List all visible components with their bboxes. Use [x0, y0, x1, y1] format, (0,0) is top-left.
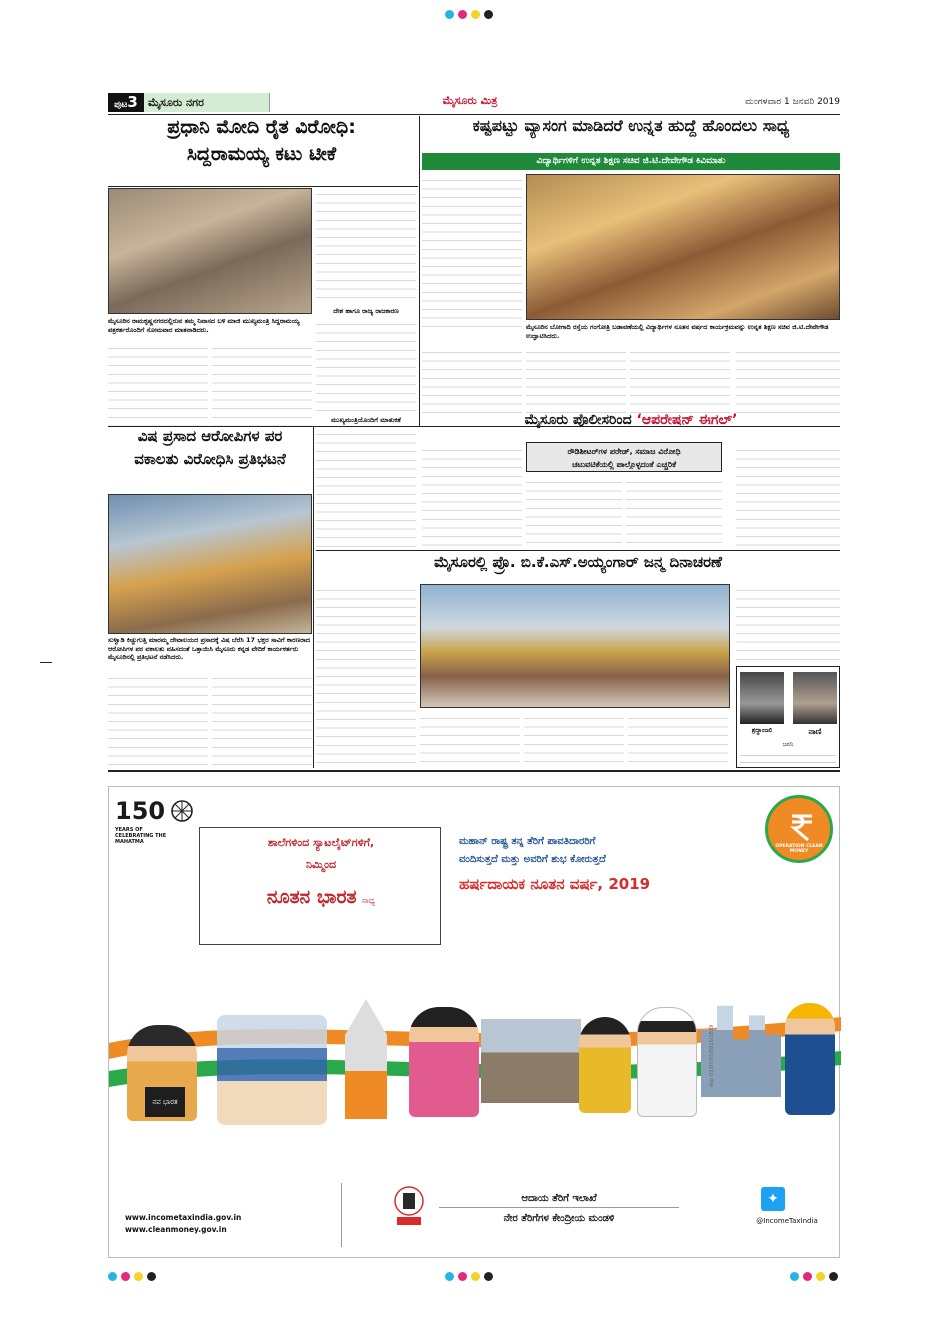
classified-text	[740, 751, 836, 765]
story2-strap: ವಿದ್ಯಾರ್ಥಿಗಳಿಗೆ ಉನ್ನತ ಶಿಕ್ಷಣ ಸಚಿವ ಜಿ.ಟಿ.ದೇವೇಗೌಡ ಕಿವಿಮಾತು	[422, 153, 840, 170]
story1-headline-line1: ಪ್ರಧಾನಿ ಮೋದಿ ರೈತ ವಿರೋಧಿ:	[167, 116, 356, 138]
twitter-handle: @IncomeTaxIndia	[756, 1217, 818, 1225]
story2-text-col4	[630, 346, 730, 414]
ad-left-line3	[200, 886, 442, 908]
dept-name-line2: ನೇರ ತೆರಿಗೆಗಳ ಕೇಂದ್ರೀಯ ಮಂಡಳಿ	[503, 1213, 615, 1224]
classified-photo-left	[740, 672, 784, 724]
ad-left-big: ನೂತನ ಭಾರತ	[266, 886, 357, 908]
school-kids	[217, 1015, 327, 1125]
story5-headline: ಮೈಸೂರಲ್ಲಿ ಪ್ರೊ. ಬಿ.ಕೆ.ಎಸ್.ಅಯ್ಯಂಗಾರ್ ಜನ್ಮ ದಿನಾಚರಣೆ	[434, 554, 722, 571]
registration-mark-magenta	[458, 10, 467, 19]
story4-text-col1	[422, 444, 522, 548]
row-rule-2	[316, 550, 840, 551]
story2-caption: ಮೈಸೂರಿನ ಬೋಗಾದಿ ರಸ್ತೆಯ ಗಂಗೋತ್ರಿ ಬಡಾವಣೆಯಲ್ಲಿ ವಿದ್ಯಾರ್ಥಿಗಳ ನೂತನ ವರ್ಷದ ಕಾರ್ಯಕ್ರಮವನ್ನು ಉನ್ನತ ಶಿಕ್ಷಣ ಸಚಿವ ಜಿ.ಟಿ.ದೇವೇಗೌಡ ಉದ್ಘಾಟಿಸಿದರು.	[526, 323, 829, 340]
story2-text-col2	[422, 346, 522, 414]
clean-money-badge	[765, 795, 833, 863]
emblem-icon	[391, 1185, 427, 1229]
section-title: ಮೈಸೂರು ನಗರ	[144, 93, 270, 112]
story5-text-col3	[524, 712, 624, 768]
registration-mark-magenta-bottom3	[803, 1272, 812, 1281]
story5-photo	[420, 584, 730, 708]
registration-mark-black-bottom3	[829, 1272, 838, 1281]
slate: ನವ ಭಾರತ	[145, 1087, 185, 1117]
story1-photo	[108, 188, 312, 314]
story3-text-col2	[212, 672, 312, 768]
column-rule-2	[313, 426, 314, 768]
story2-text-col1	[422, 174, 522, 334]
classified-tag: ಶ್ರದ್ಧಾಂಜಲಿ	[751, 727, 773, 734]
registration-mark-cyan-bottom	[108, 1272, 117, 1281]
crop-mark	[40, 662, 52, 663]
story4-text-col2	[526, 476, 622, 548]
story1-subhead2: ಮುಖ್ಯಮಂತ್ರಿಯೊಂದಿಗೆ ಮಾತುಕತೆ	[331, 416, 401, 424]
story4-text-col3	[626, 476, 722, 548]
story5-text-col1	[316, 584, 416, 768]
row-rule-3	[108, 770, 840, 772]
column-rule-1	[419, 116, 420, 426]
registration-mark-black-bottom2	[484, 1272, 493, 1281]
story4-headline-prefix: ಮೈಸೂರು ಪೊಲೀಸರಿಂದ	[524, 412, 632, 428]
ad-right-line1: ಮಹಾನ್ ರಾಷ್ಟ್ರ ತನ್ನ ತೆರಿಗೆ ಪಾವತಿದಾರರಿಗೆ	[459, 836, 596, 847]
story2-text-col3	[526, 346, 626, 414]
story3-headline	[108, 428, 312, 490]
story4-text-col4	[736, 444, 840, 548]
gandhi-150-logo	[115, 797, 195, 853]
story1-headline	[108, 117, 415, 185]
story4-headline-quote: ‘ಆಪರೇಷನ್ ಈಗಲ್’	[636, 412, 738, 428]
page-number-badge	[108, 93, 144, 112]
masthead-rule	[108, 114, 840, 115]
story1-text-col3b	[316, 318, 416, 414]
issue-date: ಮಂಗಳವಾರ 1 ಜನವರಿ 2019	[745, 97, 840, 107]
registration-mark-yellow-bottom	[134, 1272, 143, 1281]
ad-left-line1: ಶಾಲೆಗಳಿಂದ ಸ್ಯಾಟಲೈಟ್‌ಗಳಿಗೆ,	[267, 836, 375, 849]
twitter-icon: ✦	[761, 1187, 785, 1211]
ad-code: dvp 02/07/05/0026/1819	[709, 1024, 715, 1087]
story3-photo	[108, 494, 312, 634]
story1-text-col2	[212, 342, 312, 426]
charkha-icon	[170, 799, 194, 823]
rupee-icon	[788, 812, 816, 842]
registration-mark-yellow-bottom3	[816, 1272, 825, 1281]
registration-mark-magenta-bottom2	[458, 1272, 467, 1281]
classified-box	[736, 666, 840, 768]
ad-right-line3: ಹರ್ಷದಾಯಕ ನೂತನ ವರ್ಷ, 2019	[459, 875, 651, 893]
story3-text-col1	[108, 672, 208, 768]
story2-text-col5	[736, 346, 840, 414]
ad-right-message	[459, 833, 759, 923]
registration-mark-black	[484, 10, 493, 19]
anniv-text: YEARS OF CELEBRATING THE MAHATMA	[115, 827, 167, 845]
registration-mark-cyan-bottom2	[445, 1272, 454, 1281]
website1: www.incometaxindia.gov.in	[125, 1213, 242, 1222]
classified-photo-right	[793, 672, 837, 724]
story3-headline-line1: ವಿಷ ಪ್ರಸಾದ ಆರೋಪಿಗಳ ಪರ	[137, 427, 283, 445]
nurse	[637, 1007, 697, 1117]
ad-left-line2: ನಿಮ್ಮಿಂದ	[305, 858, 337, 871]
classified-sub: ಜನನಿ	[782, 741, 794, 748]
story2-headline: ಕಷ್ಟಪಟ್ಟು ವ್ಯಾಸಂಗ ಮಾಡಿದರೆ ಉನ್ನತ ಹುದ್ದೆ ಹೊಂದಲು ಸಾಧ್ಯ	[472, 117, 790, 135]
classified-name: ನಾಣಿ	[808, 727, 822, 736]
story1-headline-line2: ಸಿದ್ದರಾಮಯ್ಯ ಕಟು ಟೀಕೆ	[186, 143, 337, 166]
story1-text-col1	[108, 342, 208, 426]
badge-text: OPERATION CLEAN MONEY	[775, 844, 823, 854]
ad-footer-divider	[341, 1183, 342, 1247]
story1-continued-col	[316, 428, 416, 550]
dept-name-line1: ಆದಾಯ ತೆರಿಗೆ ಇಲಾಖೆ	[439, 1193, 679, 1208]
registration-mark-cyan	[445, 10, 454, 19]
engineer	[785, 1003, 835, 1115]
woman-in-sari	[579, 1017, 631, 1113]
ad-right-line2: ವಂದಿಸುತ್ತದೆ ಮತ್ತು ಅವರಿಗೆ ಶುಭ ಕೋರುತ್ತದೆ	[459, 854, 606, 865]
train-station	[481, 1019, 581, 1103]
page-prefix: ಪುಟ	[114, 100, 128, 110]
ad-left-message	[199, 827, 441, 945]
story3-headline-line2: ವಕಾಲತು ವಿರೋಧಿಸಿ ಪ್ರತಿಭಟನೆ	[134, 449, 286, 468]
story2-photo	[526, 174, 840, 320]
story5-text-col4	[628, 712, 728, 768]
registration-mark-magenta-bottom	[121, 1272, 130, 1281]
story5-text-col2	[420, 712, 520, 768]
paper-name: ಮೈಸೂರು ಮಿತ್ರ	[442, 94, 498, 107]
story1-text-col3	[316, 188, 416, 306]
income-tax-ad	[108, 786, 840, 1258]
registration-mark-black-bottom	[147, 1272, 156, 1281]
registration-mark-yellow-bottom2	[471, 1272, 480, 1281]
story1-caption: ಮೈಸೂರಿನ ರಾಮಕೃಷ್ಣನಗರದಲ್ಲಿರುವ ತಮ್ಮ ನಿವಾಸದ ಬಳಿ ಮಾಜಿ ಮುಖ್ಯಮಂತ್ರಿ ಸಿದ್ದರಾಮಯ್ಯ ಪತ್ರಕರ್ತರೊಂದಿಗೆ ಸೋಮವಾರ ಮಾತನಾಡಿದರು.	[108, 317, 300, 334]
ad-left-small: ಸಾಧ್ಯ	[361, 896, 376, 905]
story4-boxed-subhead	[526, 442, 722, 472]
page-number: 3	[127, 93, 138, 111]
mother-child	[409, 1007, 479, 1117]
registration-mark-cyan-bottom3	[790, 1272, 799, 1281]
registration-mark-yellow	[471, 10, 480, 19]
website2: www.cleanmoney.gov.in	[125, 1225, 227, 1234]
anniv-number: 150	[115, 797, 166, 825]
story4-subhead-line2: ಚಟುವಟಿಕೆಯಲ್ಲಿ ಪಾಲ್ಗೊಳ್ಳದಂತೆ ಎಚ್ಚರಿಕೆ	[571, 460, 677, 469]
story5-text-col5	[736, 584, 840, 662]
story1-subhead1: ದೇಶ ಹಾಗೂ ರಾಜ್ಯ ರಾಜಕಾರಣ	[333, 307, 399, 315]
story4-headline	[422, 413, 840, 439]
story3-caption: ಸುಳ್ವಾಡಿ ಕಿಚ್ಚುಗುತ್ತಿ ಮಾರಮ್ಮ ದೇವಾಲಯದ ಪ್ರಸಾದಕ್ಕೆ ವಿಷ ಬೆರೆಸಿ 17 ಭಕ್ತರ ಸಾವಿಗೆ ಕಾರಣರಾದ ಆರೋಪಿಗಳ ಪರ ವಕಾಲತು ವಹಿಸದಂತೆ ಒತ್ತಾಯಿಸಿ ಮೈಸೂರು ಕನ್ನಡ ವೇದಿಕೆ ಕಾರ್ಯಕರ್ತರು ಮೈಸೂರಿನಲ್ಲಿ ಪ್ರತಿಭಟನೆ ನಡೆಸಿದರು.	[108, 636, 311, 661]
story4-subhead-line1: ರೌಡಿಶೀಟರ್‌ಗಳ ಪರೇಡ್, ಸಮಾಜ ವಿರೋಧಿ	[567, 447, 681, 456]
story1-rule	[108, 186, 418, 187]
